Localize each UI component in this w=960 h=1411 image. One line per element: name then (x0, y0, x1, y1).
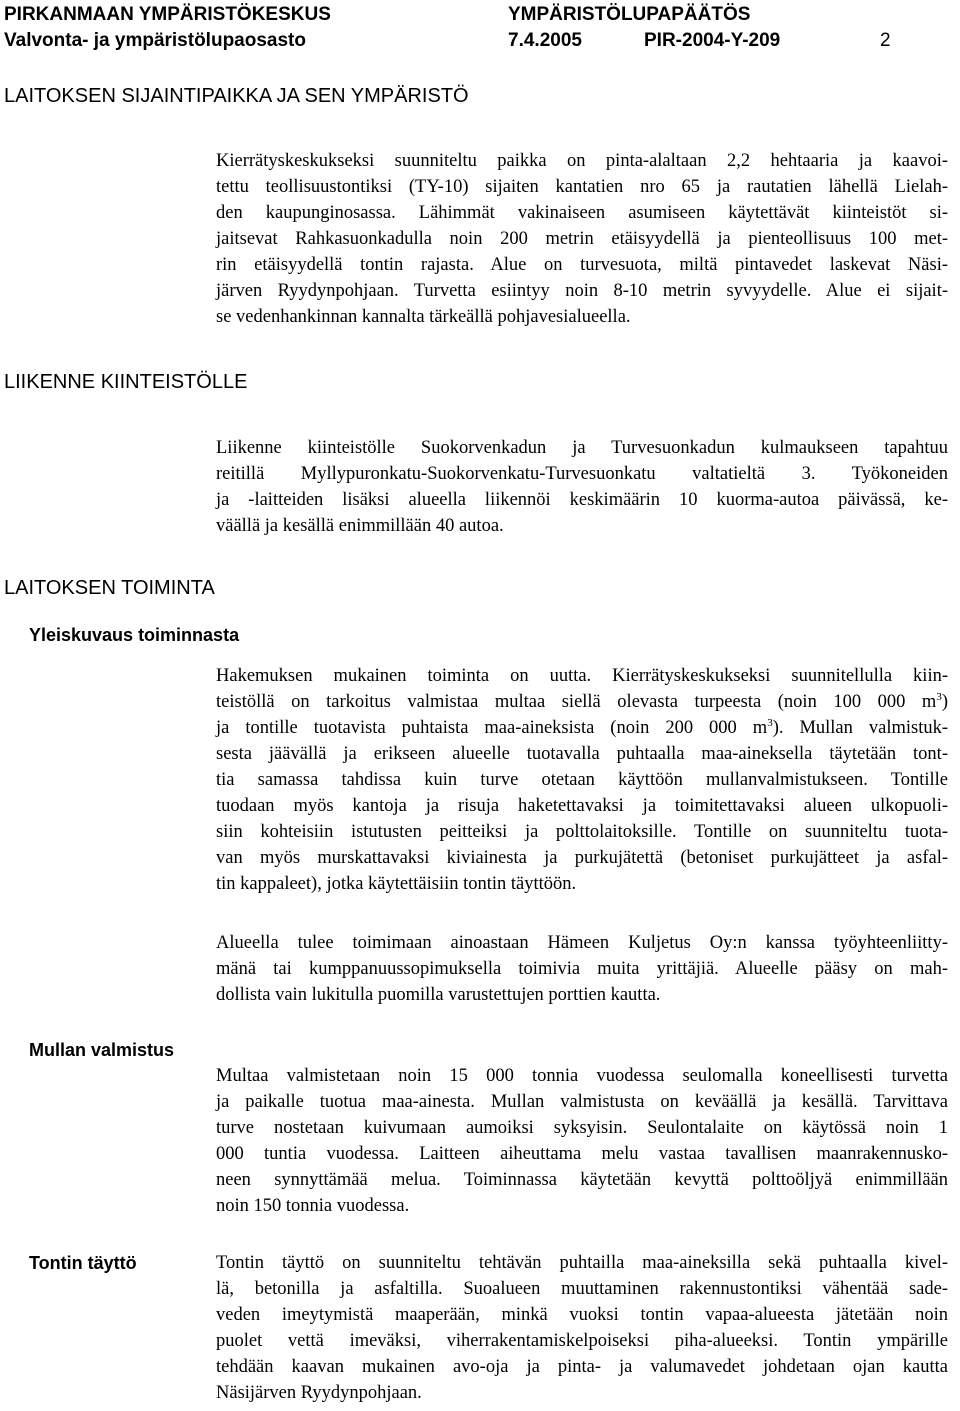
subheading-soil-production: Mullan valmistus (29, 1040, 175, 1060)
paragraph-traffic (216, 435, 948, 539)
subheading-site-filling: Tontin täyttö (29, 1253, 137, 1273)
heading-traffic: LIIKENNE KIINTEISTÖLLE (4, 371, 248, 393)
text-line: den kaupunginosassa. Lähimmät vakinaiseen asumiseen käytettävät kiinteistöt si- (216, 203, 948, 223)
text-line: turve nostetaan kuivumaan aumoiksi syksyisin. Seulontalaite on käytössä noin 1 (216, 1118, 948, 1138)
text-line: noin 150 tonnia vuodessa. (216, 1196, 410, 1216)
text-line: teistöllä on tarkoitus valmistaa multaa siellä olevasta turpeesta (noin 100 000 $m^3$) (216, 691, 948, 712)
paragraph-location (216, 148, 948, 330)
text-line: mänä tai kumppanuussopimuksella toimivia muita yrittäjiä. Alueelle pääsy on mah- (216, 959, 948, 979)
superscript-3: 3 (767, 717, 773, 729)
text-line: järven Ryydynpohjaan. Turvetta esiintyy noin 8-10 metrin syvyydelle. Alue ei sijait- (216, 281, 948, 301)
paragraph-soil-production (216, 1063, 948, 1219)
text-line: se vedenhankinnan kannalta tärkeällä pohjavesialueella. (216, 307, 631, 327)
text-line: neen synnyttämää melua. Toiminnassa käytetään kevyttä polttoöljyä enimmillään (216, 1170, 948, 1190)
paragraph-general-1 (216, 663, 948, 897)
text-line: tuodaan myös kantoja ja risuja haketettavaksi ja toimitettavaksi alueen ulkopuoli- (216, 796, 948, 816)
text-line: Liikenne kiinteistölle Suokorvenkadun ja Turvesuonkadun kulmaukseen tapahtuu (216, 438, 948, 458)
text-line: lä, betonilla ja asfaltilla. Suoalueen muuttaminen rakennustontiksi vähentää sade- (216, 1279, 948, 1299)
text-line: dollista vain lukitulla puomilla varustettujen porttien kautta. (216, 985, 661, 1005)
paragraph-site-filling (216, 1250, 948, 1406)
text-line: van myös murskattavaksi kiviainesta ja purkujätettä (betoniset purkujätteet ja asfal- (216, 848, 948, 868)
text-line: jaitsevat Rahkasuonkadulla noin 200 metrin etäisyydellä ja pienteollisuus 100 met- (216, 229, 948, 249)
text-line: Kierrätyskeskukseksi suunniteltu paikka on pinta-alaltaan 2,2 hehtaaria ja kaavoi- (216, 151, 948, 171)
heading-operation: LAITOKSEN TOIMINTA (4, 577, 215, 599)
text-line: veden imeytymistä maaperään, minkä vuoksi tontin vapaa-alueesta jätetään noin (216, 1305, 948, 1325)
text-line: Multaa valmistetaan noin 15 000 tonnia vuodessa seulomalla koneellisesti turvetta (216, 1066, 948, 1086)
text-line: Näsijärven Ryydynpohjaan. (216, 1383, 422, 1403)
text-line: tehdään kaavan mukainen avo-oja ja pinta- ja valumavedet johdetaan ojan kautta (216, 1357, 948, 1377)
text-line: Alueella tulee toimimaan ainoastaan Hämeen Kuljetus Oy:n kanssa työyhteenliitty- (216, 933, 948, 953)
header-page-number: 2 (880, 30, 891, 51)
header-document-number: PIR-2004-Y-209 (644, 30, 781, 51)
header-document-type: YMPÄRISTÖLUPAPÄÄTÖS (508, 4, 751, 25)
subheading-general-description: Yleiskuvaus toiminnasta (29, 625, 240, 645)
text-line: Hakemuksen mukainen toiminta on uutta. Kierrätyskeskukseksi suunnitellulla kiin- (216, 666, 948, 686)
text-line: puolet vettä imeväksi, viherrakentamiskelpoiseksi piha-alueeksi. Tontin ympärille (216, 1331, 948, 1351)
heading-location: LAITOKSEN SIJAINTIPAIKKA JA SEN YMPÄRISTÖ (4, 85, 469, 107)
text-line: tia samassa tahdissa kuin turve otetaan käyttöön mullanvalmistukseen. Tontille (216, 770, 948, 790)
text-line: ja paikalle tuotua maa-ainesta. Mullan valmistusta on keväällä ja kesällä. Tarvittava (216, 1092, 948, 1112)
text-line: sesta jäävällä ja erikseen alueelle tuotavalla puhtaalla maa-aineksella täytetään tont- (216, 744, 948, 764)
text-line: siin kohteisiin istutusten peitteiksi ja polttolaitoksille. Tontille on suunniteltu tuota- (216, 822, 948, 842)
text-line: tettu teollisuustontiksi (TY-10) sijaiten kantatien nro 65 ja rautatien lähellä Lielah- (216, 177, 948, 197)
text-line: Tontin täyttö on suunniteltu tehtävän puhtailla maa-aineksilla sekä puhtaalla kivel- (216, 1253, 948, 1273)
text-line: ja tontille tuotavista puhtaista maa-aineksista (noin 200 000 $m^3$). Mullan valmistuk- (216, 717, 949, 738)
header-department: Valvonta- ja ympäristölupaosasto (4, 30, 306, 51)
text-line: väällä ja kesällä enimmillään 40 autoa. (216, 516, 504, 536)
superscript-3: 3 (936, 691, 942, 703)
text-line: 000 tuntia vuodessa. Laitteen aiheuttama melu vastaa tavallisen maanrakennusko- (216, 1144, 948, 1164)
header-date: 7.4.2005 (508, 30, 582, 51)
text-line: rin etäisyydellä tontin rajasta. Alue on turvesuota, miltä pintavedet laskevat Näsi- (216, 255, 948, 275)
header-organization: PIRKANMAAN YMPÄRISTÖKESKUS (4, 4, 331, 25)
text-line: ja -laitteiden lisäksi alueella liikennöi keskimäärin 10 kuorma-autoa päivässä, ke- (216, 490, 948, 510)
text-line: tin kappaleet), jotka käytettäisiin tontin täyttöön. (216, 874, 577, 894)
paragraph-general-2 (216, 930, 948, 1008)
text-line: reitillä Myllypuronkatu-Suokorvenkatu-Turvesuonkatu valtatieltä 3. Työkoneiden (216, 464, 948, 484)
